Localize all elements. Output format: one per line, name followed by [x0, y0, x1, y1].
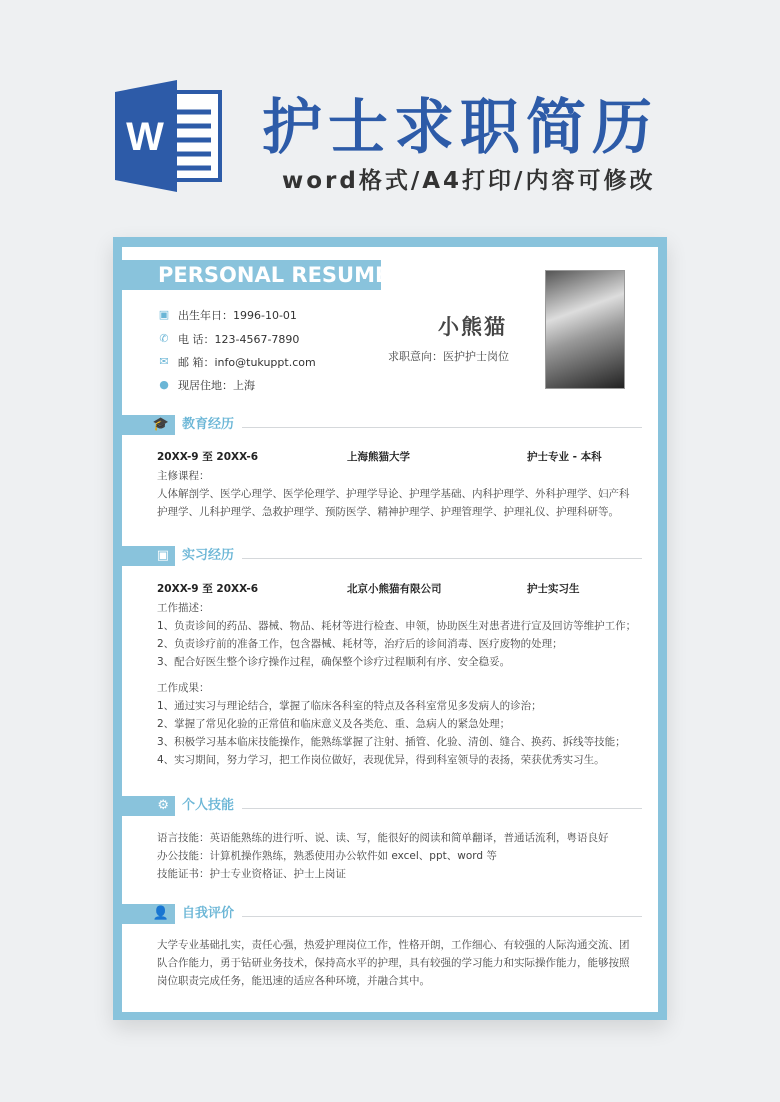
period: 20XX-9 至 20XX-6 — [157, 583, 259, 595]
desc-item: 3、配合好医生整个诊疗操作过程，确保整个诊疗过程顺利有序、安全稳妥。 — [157, 656, 511, 668]
result-item: 2、掌握了常见化验的正常值和临床意义及各类危、重、急病人的紧急处理； — [157, 718, 511, 730]
phone-icon: ✆ — [159, 332, 169, 345]
info-birthday — [158, 307, 297, 323]
job-intent: 求职意向：医护护士岗位 — [388, 350, 509, 363]
self-evaluation-text: 大学专业基础扎实，责任心强，热爱护理岗位工作，性格开朗，工作细心、有较强的人际沟通交流、团队合作能力，勇于钻研业务技术，保持高水平的护理，具有较强的学习能力和实际操作能力，能够按照岗位职责完成任务，能迅速的适应各种环境，并融合其中。 — [157, 939, 630, 987]
section-title: 自我评价 — [182, 906, 235, 921]
result-item: 1、通过实习与理论结合，掌握了临床各科室的特点及各科室常见多发病人的诊治； — [157, 700, 542, 712]
info-text: 出生年日：1996-10-01 — [178, 309, 297, 322]
resume-banner: PERSONAL RESUME — [122, 260, 381, 290]
company: 北京小熊猫有限公司 — [347, 583, 442, 595]
candidate-name: 小熊猫 — [438, 315, 507, 339]
skill-item: 语言技能：英语能熟练的进行听、说、读、写，能很好的阅读和简单翻译，普通话流利，粤语良好 — [157, 832, 609, 844]
info-text: 电 话：123-4567-7890 — [178, 333, 300, 346]
graduation-cap-icon: 🎓 — [122, 415, 175, 435]
gear-icon: ⚙ — [122, 796, 175, 816]
skills-list — [157, 829, 637, 883]
result-label: 工作成果： — [157, 682, 210, 694]
info-text: 现居住地：上海 — [178, 379, 255, 392]
word-icon — [115, 80, 223, 192]
internship-description — [157, 599, 637, 769]
info-email — [158, 354, 316, 370]
resume-page — [122, 247, 658, 1012]
info-location — [158, 377, 255, 393]
desc-item: 2、负责诊疗前的准备工作，包含器械、耗材等，治疗后的诊间消毒、医疗废物的处理； — [157, 638, 563, 650]
role: 护士实习生 — [527, 583, 580, 595]
page-title: 护士求职简历 — [262, 93, 658, 163]
section-self-evaluation — [122, 904, 642, 926]
mail-icon: ✉ — [159, 355, 169, 368]
info-text: 邮 箱：info@tukuppt.com — [178, 356, 316, 369]
desc-item: 1、负责诊间的药品、器械、物品、耗材等进行检查、申领，协助医生对患者进行宣及回访等维护工作； — [157, 620, 637, 632]
period: 20XX-9 至 20XX-6 — [157, 451, 259, 463]
section-education — [122, 415, 642, 437]
section-internship — [122, 546, 642, 568]
section-title: 教育经历 — [182, 417, 235, 432]
skill-item: 技能证书：护士专业资格证、护士上岗证 — [157, 868, 346, 880]
briefcase-icon: ▣ — [122, 546, 175, 566]
courses-text: 人体解剖学、医学心理学、医学伦理学、护理学导论、护理学基础、内科护理学、外科护理学、妇产科护理学、儿科护理学、急救护理学、预防医学、精神护理学、护理管理学、护理礼仪、护理科研等。 — [157, 488, 630, 518]
svg-text:W: W — [126, 115, 164, 159]
info-phone — [158, 331, 299, 347]
section-title: 个人技能 — [182, 798, 235, 813]
section-title: 实习经历 — [182, 548, 235, 563]
user-icon: 👤 — [122, 904, 175, 924]
major: 护士专业 - 本科 — [527, 451, 602, 463]
location-icon: ● — [159, 378, 169, 391]
education-courses — [157, 467, 637, 521]
skill-item: 办公技能：计算机操作熟练，熟悉使用办公软件如 excel、ppt、word 等 — [157, 850, 497, 862]
result-item: 3、积极学习基本临床技能操作，能熟练掌握了注射、插管、化验、清创、缝合、换药、拆线等技能； — [157, 736, 626, 748]
section-skills — [122, 796, 642, 818]
profile-photo — [545, 270, 625, 389]
result-item: 4、实习期间，努力学习，把工作岗位做好，表现优异，得到科室领导的表扬，荣获优秀实习生。 — [157, 754, 605, 766]
desc-label: 工作描述： — [157, 602, 210, 614]
courses-label: 主修课程： — [157, 470, 210, 482]
resume-card — [113, 237, 667, 1020]
calendar-icon: ▣ — [158, 308, 170, 321]
school: 上海熊猫大学 — [347, 451, 410, 463]
page-subtitle: word格式/A4打印/内容可修改 — [282, 168, 656, 194]
